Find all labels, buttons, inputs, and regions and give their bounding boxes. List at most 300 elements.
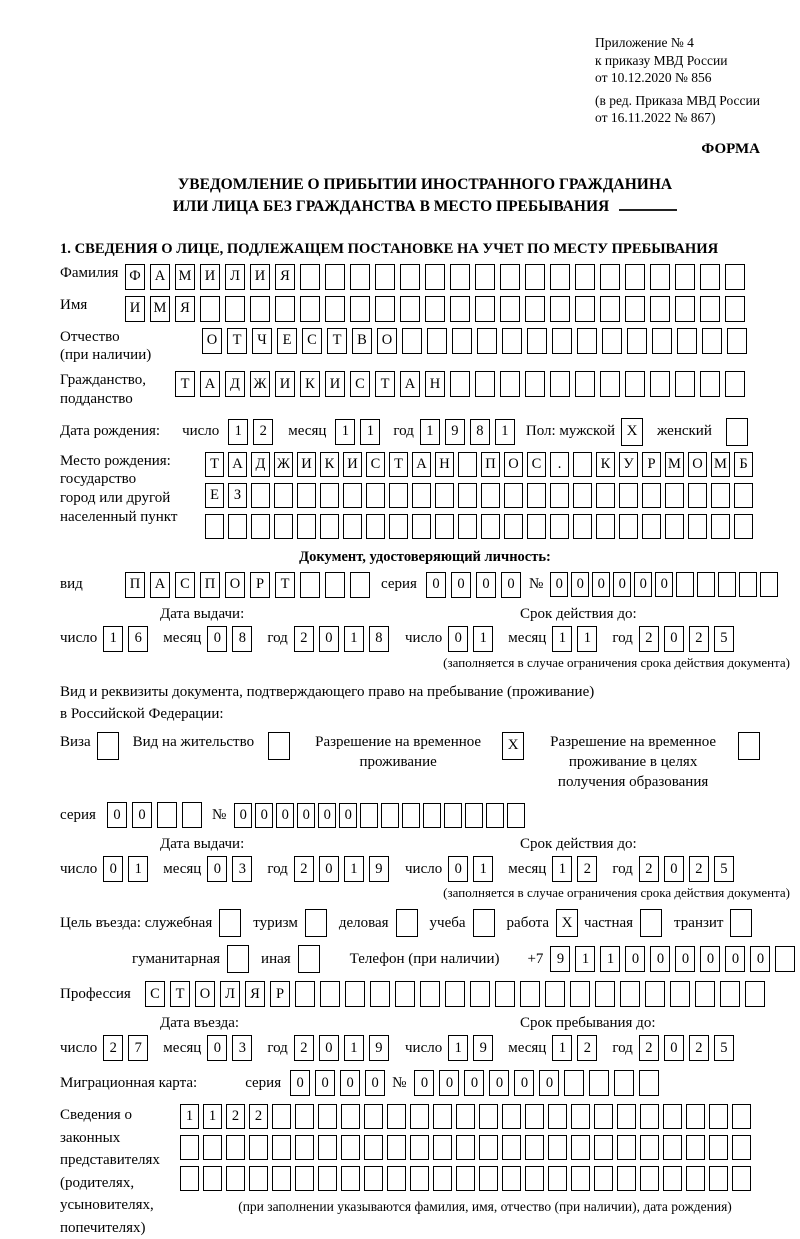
sex-male-checkbox[interactable]: X bbox=[621, 418, 643, 446]
cell[interactable] bbox=[251, 483, 270, 508]
cell[interactable] bbox=[550, 483, 569, 508]
cell[interactable]: 0 bbox=[675, 946, 695, 972]
cell[interactable] bbox=[739, 572, 757, 597]
cell[interactable]: 0 bbox=[664, 626, 684, 652]
cell[interactable] bbox=[341, 1104, 360, 1129]
cell[interactable]: 5 bbox=[714, 1035, 734, 1061]
citizenship-cells[interactable] bbox=[175, 371, 750, 397]
cell[interactable] bbox=[366, 483, 385, 508]
cell[interactable]: 2 bbox=[294, 856, 314, 882]
cell[interactable] bbox=[625, 371, 645, 397]
cell[interactable]: Я bbox=[275, 264, 295, 290]
cell[interactable] bbox=[500, 371, 520, 397]
cell[interactable] bbox=[507, 803, 525, 828]
cell[interactable]: 0 bbox=[514, 1070, 534, 1096]
cell[interactable] bbox=[425, 296, 445, 322]
purpose-transit-checkbox[interactable] bbox=[730, 909, 752, 937]
cell[interactable]: 0 bbox=[464, 1070, 484, 1096]
cell[interactable]: 1 bbox=[203, 1104, 222, 1129]
cell[interactable]: 0 bbox=[634, 572, 652, 597]
cell[interactable]: 0 bbox=[700, 946, 720, 972]
cell[interactable]: З bbox=[228, 483, 247, 508]
cell[interactable] bbox=[203, 1135, 222, 1160]
cell[interactable] bbox=[320, 514, 339, 539]
cell[interactable]: А bbox=[200, 371, 220, 397]
cell[interactable]: С bbox=[175, 572, 195, 598]
cell[interactable] bbox=[387, 1135, 406, 1160]
cell[interactable] bbox=[364, 1166, 383, 1191]
cell[interactable] bbox=[614, 1070, 634, 1096]
cell[interactable]: 2 bbox=[689, 1035, 709, 1061]
cell[interactable]: 1 bbox=[344, 1035, 364, 1061]
birth-place-cells-3[interactable] bbox=[205, 514, 757, 539]
cell[interactable] bbox=[686, 1135, 705, 1160]
cell[interactable] bbox=[625, 296, 645, 322]
cell[interactable] bbox=[400, 296, 420, 322]
stay-year-cells[interactable] bbox=[639, 1035, 739, 1061]
visa-checkbox[interactable] bbox=[97, 732, 119, 760]
cell[interactable]: Д bbox=[225, 371, 245, 397]
cell[interactable] bbox=[504, 514, 523, 539]
cell[interactable] bbox=[450, 371, 470, 397]
cell[interactable]: Л bbox=[220, 981, 240, 1007]
cell[interactable] bbox=[527, 514, 546, 539]
cell[interactable]: 0 bbox=[255, 803, 273, 828]
cell[interactable] bbox=[249, 1135, 268, 1160]
cell[interactable] bbox=[475, 296, 495, 322]
cell[interactable] bbox=[573, 514, 592, 539]
cell[interactable] bbox=[711, 483, 730, 508]
cell[interactable] bbox=[502, 1104, 521, 1129]
cell[interactable] bbox=[295, 1135, 314, 1160]
cell[interactable]: 1 bbox=[420, 419, 440, 445]
cell[interactable]: 1 bbox=[103, 626, 123, 652]
cell[interactable] bbox=[732, 1104, 751, 1129]
cell[interactable]: 2 bbox=[577, 856, 597, 882]
cell[interactable] bbox=[686, 1166, 705, 1191]
birth-month-cells[interactable] bbox=[335, 419, 385, 445]
cell[interactable] bbox=[670, 981, 690, 1007]
cell[interactable] bbox=[458, 514, 477, 539]
cell[interactable]: Р bbox=[250, 572, 270, 598]
cell[interactable] bbox=[475, 264, 495, 290]
cell[interactable]: П bbox=[125, 572, 145, 598]
cell[interactable] bbox=[600, 264, 620, 290]
cell[interactable] bbox=[595, 981, 615, 1007]
cell[interactable] bbox=[596, 483, 615, 508]
cell[interactable] bbox=[732, 1135, 751, 1160]
cell[interactable]: О bbox=[225, 572, 245, 598]
cell[interactable] bbox=[676, 572, 694, 597]
cell[interactable] bbox=[345, 981, 365, 1007]
cell[interactable] bbox=[527, 483, 546, 508]
cell[interactable] bbox=[180, 1135, 199, 1160]
residence-issue-year-cells[interactable] bbox=[294, 856, 394, 882]
phone-cells[interactable] bbox=[550, 946, 800, 972]
cell[interactable]: М bbox=[175, 264, 195, 290]
cell[interactable] bbox=[695, 981, 715, 1007]
cell[interactable]: 0 bbox=[207, 626, 227, 652]
cell[interactable]: 0 bbox=[571, 572, 589, 597]
cell[interactable] bbox=[375, 296, 395, 322]
cell[interactable]: 0 bbox=[476, 572, 496, 598]
entry-month-cells[interactable] bbox=[207, 1035, 257, 1061]
cell[interactable] bbox=[425, 264, 445, 290]
cell[interactable] bbox=[228, 514, 247, 539]
cell[interactable]: 0 bbox=[319, 1035, 339, 1061]
cell[interactable] bbox=[402, 328, 422, 354]
cell[interactable] bbox=[341, 1135, 360, 1160]
doc-kind-cells[interactable] bbox=[125, 572, 375, 598]
cell[interactable]: 1 bbox=[180, 1104, 199, 1129]
profession-cells[interactable] bbox=[145, 981, 770, 1007]
birth-place-cells-1[interactable] bbox=[205, 452, 757, 477]
cell[interactable]: 0 bbox=[319, 626, 339, 652]
cell[interactable] bbox=[318, 1166, 337, 1191]
cell[interactable]: 2 bbox=[639, 856, 659, 882]
cell[interactable] bbox=[402, 803, 420, 828]
cell[interactable] bbox=[350, 264, 370, 290]
cell[interactable] bbox=[642, 483, 661, 508]
cell[interactable] bbox=[479, 1166, 498, 1191]
cell[interactable] bbox=[272, 1166, 291, 1191]
cell[interactable]: И bbox=[325, 371, 345, 397]
cell[interactable]: Д bbox=[251, 452, 270, 477]
cell[interactable]: А bbox=[228, 452, 247, 477]
cell[interactable] bbox=[504, 483, 523, 508]
cell[interactable]: 1 bbox=[228, 419, 248, 445]
cell[interactable]: Б bbox=[734, 452, 753, 477]
cell[interactable] bbox=[477, 328, 497, 354]
cell[interactable] bbox=[640, 1166, 659, 1191]
cell[interactable] bbox=[527, 328, 547, 354]
cell[interactable] bbox=[364, 1104, 383, 1129]
cell[interactable] bbox=[205, 514, 224, 539]
cell[interactable] bbox=[502, 328, 522, 354]
cell[interactable]: 2 bbox=[689, 626, 709, 652]
purpose-business-checkbox[interactable] bbox=[396, 909, 418, 937]
cell[interactable] bbox=[617, 1166, 636, 1191]
cell[interactable] bbox=[525, 1166, 544, 1191]
entry-year-cells[interactable] bbox=[294, 1035, 394, 1061]
cell[interactable] bbox=[711, 514, 730, 539]
cell[interactable] bbox=[571, 1135, 590, 1160]
cell[interactable] bbox=[545, 981, 565, 1007]
cell[interactable]: 9 bbox=[369, 1035, 389, 1061]
cell[interactable]: 0 bbox=[315, 1070, 335, 1096]
cell[interactable]: 0 bbox=[725, 946, 745, 972]
cell[interactable]: И bbox=[125, 296, 145, 322]
cell[interactable]: Н bbox=[435, 452, 454, 477]
cell[interactable] bbox=[663, 1104, 682, 1129]
cell[interactable] bbox=[700, 264, 720, 290]
cell[interactable] bbox=[479, 1104, 498, 1129]
cell[interactable]: 0 bbox=[592, 572, 610, 597]
cell[interactable]: 0 bbox=[448, 856, 468, 882]
cell[interactable] bbox=[375, 264, 395, 290]
cell[interactable]: 2 bbox=[294, 1035, 314, 1061]
cell[interactable]: С bbox=[350, 371, 370, 397]
cell[interactable]: 5 bbox=[714, 856, 734, 882]
cell[interactable] bbox=[226, 1135, 245, 1160]
residence-number-cells[interactable] bbox=[234, 803, 528, 828]
cell[interactable]: А bbox=[412, 452, 431, 477]
cell[interactable]: 1 bbox=[552, 856, 572, 882]
cell[interactable] bbox=[573, 452, 592, 477]
cell[interactable] bbox=[500, 296, 520, 322]
cell[interactable]: Ф bbox=[125, 264, 145, 290]
cell[interactable]: 1 bbox=[448, 1035, 468, 1061]
cell[interactable]: Т bbox=[375, 371, 395, 397]
cell[interactable] bbox=[412, 514, 431, 539]
cell[interactable] bbox=[272, 1104, 291, 1129]
cell[interactable] bbox=[734, 514, 753, 539]
cell[interactable]: Е bbox=[277, 328, 297, 354]
cell[interactable] bbox=[203, 1166, 222, 1191]
cell[interactable] bbox=[500, 264, 520, 290]
cell[interactable] bbox=[410, 1166, 429, 1191]
cell[interactable] bbox=[427, 328, 447, 354]
cell[interactable]: 6 bbox=[128, 626, 148, 652]
cell[interactable]: 0 bbox=[276, 803, 294, 828]
cell[interactable]: 0 bbox=[664, 856, 684, 882]
cell[interactable] bbox=[700, 371, 720, 397]
cell[interactable] bbox=[709, 1104, 728, 1129]
cell[interactable] bbox=[619, 483, 638, 508]
cell[interactable] bbox=[525, 1135, 544, 1160]
doc-valid-day-cells[interactable] bbox=[448, 626, 498, 652]
cell[interactable]: О bbox=[504, 452, 523, 477]
cell[interactable] bbox=[300, 264, 320, 290]
cell[interactable] bbox=[456, 1166, 475, 1191]
doc-valid-month-cells[interactable] bbox=[552, 626, 602, 652]
cell[interactable]: Ч bbox=[252, 328, 272, 354]
cell[interactable]: 0 bbox=[414, 1070, 434, 1096]
residence-valid-day-cells[interactable] bbox=[448, 856, 498, 882]
cell[interactable]: 0 bbox=[297, 803, 315, 828]
cell[interactable] bbox=[525, 296, 545, 322]
stay-month-cells[interactable] bbox=[552, 1035, 602, 1061]
cell[interactable] bbox=[470, 981, 490, 1007]
cell[interactable] bbox=[297, 514, 316, 539]
cell[interactable]: 0 bbox=[664, 1035, 684, 1061]
purpose-other-checkbox[interactable] bbox=[298, 945, 320, 973]
cell[interactable] bbox=[639, 1070, 659, 1096]
cell[interactable] bbox=[550, 371, 570, 397]
cell[interactable] bbox=[275, 296, 295, 322]
doc-series-cells[interactable] bbox=[426, 572, 526, 598]
cell[interactable]: 0 bbox=[750, 946, 770, 972]
cell[interactable]: 2 bbox=[294, 626, 314, 652]
cell[interactable]: 0 bbox=[132, 802, 152, 828]
cell[interactable] bbox=[640, 1135, 659, 1160]
cell[interactable]: И bbox=[275, 371, 295, 397]
cell[interactable] bbox=[675, 264, 695, 290]
given-name-cells[interactable] bbox=[125, 296, 750, 322]
birth-place-cells-2[interactable] bbox=[205, 483, 757, 508]
cell[interactable]: П bbox=[200, 572, 220, 598]
cell[interactable]: 1 bbox=[577, 626, 597, 652]
cell[interactable] bbox=[481, 483, 500, 508]
cell[interactable] bbox=[575, 296, 595, 322]
cell[interactable]: Р bbox=[270, 981, 290, 1007]
cell[interactable] bbox=[452, 328, 472, 354]
doc-issue-day-cells[interactable] bbox=[103, 626, 153, 652]
cell[interactable] bbox=[775, 946, 795, 972]
cell[interactable] bbox=[725, 371, 745, 397]
cell[interactable] bbox=[718, 572, 736, 597]
cell[interactable] bbox=[318, 1104, 337, 1129]
cell[interactable] bbox=[688, 514, 707, 539]
cell[interactable] bbox=[548, 1135, 567, 1160]
cell[interactable] bbox=[617, 1104, 636, 1129]
cell[interactable]: Ж bbox=[250, 371, 270, 397]
cell[interactable]: У bbox=[619, 452, 638, 477]
cell[interactable] bbox=[157, 802, 177, 828]
cell[interactable] bbox=[596, 514, 615, 539]
cell[interactable]: 2 bbox=[639, 626, 659, 652]
cell[interactable]: Т bbox=[205, 452, 224, 477]
cell[interactable] bbox=[525, 371, 545, 397]
cell[interactable]: О bbox=[688, 452, 707, 477]
cell[interactable] bbox=[665, 483, 684, 508]
cell[interactable]: 0 bbox=[625, 946, 645, 972]
cell[interactable] bbox=[325, 296, 345, 322]
migration-number-cells[interactable] bbox=[414, 1070, 664, 1096]
cell[interactable] bbox=[550, 296, 570, 322]
cell[interactable] bbox=[226, 1166, 245, 1191]
cell[interactable]: 1 bbox=[575, 946, 595, 972]
cell[interactable] bbox=[571, 1166, 590, 1191]
cell[interactable] bbox=[272, 1135, 291, 1160]
cell[interactable]: 3 bbox=[232, 1035, 252, 1061]
cell[interactable] bbox=[249, 1166, 268, 1191]
cell[interactable]: 5 bbox=[714, 626, 734, 652]
cell[interactable] bbox=[200, 296, 220, 322]
cell[interactable] bbox=[387, 1166, 406, 1191]
cell[interactable]: И bbox=[343, 452, 362, 477]
cell[interactable] bbox=[665, 514, 684, 539]
cell[interactable] bbox=[709, 1135, 728, 1160]
cell[interactable] bbox=[458, 452, 477, 477]
cell[interactable] bbox=[594, 1104, 613, 1129]
cell[interactable] bbox=[486, 803, 504, 828]
residence-series-cells[interactable] bbox=[107, 802, 207, 828]
cell[interactable] bbox=[760, 572, 778, 597]
cell[interactable]: 0 bbox=[448, 626, 468, 652]
cell[interactable]: 1 bbox=[344, 856, 364, 882]
cell[interactable]: 8 bbox=[369, 626, 389, 652]
cell[interactable] bbox=[475, 371, 495, 397]
cell[interactable] bbox=[675, 296, 695, 322]
cell[interactable]: 9 bbox=[445, 419, 465, 445]
doc-number-cells[interactable] bbox=[550, 572, 781, 597]
cell[interactable]: 1 bbox=[600, 946, 620, 972]
cell[interactable] bbox=[458, 483, 477, 508]
cell[interactable]: 0 bbox=[365, 1070, 385, 1096]
residence-valid-month-cells[interactable] bbox=[552, 856, 602, 882]
cell[interactable]: 2 bbox=[103, 1035, 123, 1061]
cell[interactable]: А bbox=[150, 572, 170, 598]
cell[interactable] bbox=[686, 1104, 705, 1129]
purpose-work-checkbox[interactable]: X bbox=[556, 909, 578, 937]
cell[interactable] bbox=[570, 981, 590, 1007]
birth-year-cells[interactable] bbox=[420, 419, 520, 445]
cell[interactable] bbox=[456, 1104, 475, 1129]
cell[interactable] bbox=[225, 296, 245, 322]
cell[interactable] bbox=[702, 328, 722, 354]
cell[interactable] bbox=[575, 264, 595, 290]
cell[interactable] bbox=[663, 1166, 682, 1191]
cell[interactable] bbox=[435, 483, 454, 508]
cell[interactable]: 1 bbox=[473, 856, 493, 882]
cell[interactable]: Т bbox=[227, 328, 247, 354]
cell[interactable]: 2 bbox=[689, 856, 709, 882]
sex-female-checkbox[interactable] bbox=[726, 418, 748, 446]
purpose-official-checkbox[interactable] bbox=[219, 909, 241, 937]
cell[interactable] bbox=[297, 483, 316, 508]
cell[interactable] bbox=[734, 483, 753, 508]
cell[interactable]: С bbox=[527, 452, 546, 477]
cell[interactable] bbox=[573, 483, 592, 508]
cell[interactable] bbox=[251, 514, 270, 539]
cell[interactable]: 0 bbox=[650, 946, 670, 972]
cell[interactable]: Е bbox=[205, 483, 224, 508]
purpose-private-checkbox[interactable] bbox=[640, 909, 662, 937]
cell[interactable] bbox=[456, 1135, 475, 1160]
cell[interactable]: И bbox=[200, 264, 220, 290]
cell[interactable]: М bbox=[665, 452, 684, 477]
cell[interactable]: С bbox=[302, 328, 322, 354]
cell[interactable] bbox=[577, 328, 597, 354]
cell[interactable]: 0 bbox=[501, 572, 521, 598]
cell[interactable]: 1 bbox=[495, 419, 515, 445]
cell[interactable] bbox=[350, 572, 370, 598]
cell[interactable]: 0 bbox=[613, 572, 631, 597]
cell[interactable] bbox=[343, 483, 362, 508]
cell[interactable] bbox=[395, 981, 415, 1007]
cell[interactable]: 0 bbox=[207, 1035, 227, 1061]
cell[interactable] bbox=[650, 264, 670, 290]
cell[interactable] bbox=[548, 1166, 567, 1191]
cell[interactable] bbox=[295, 981, 315, 1007]
cell[interactable]: М bbox=[711, 452, 730, 477]
cell[interactable]: 8 bbox=[232, 626, 252, 652]
cell[interactable] bbox=[433, 1166, 452, 1191]
cell[interactable] bbox=[602, 328, 622, 354]
cell[interactable] bbox=[360, 803, 378, 828]
cell[interactable] bbox=[552, 328, 572, 354]
cell[interactable] bbox=[465, 803, 483, 828]
cell[interactable]: 0 bbox=[207, 856, 227, 882]
cell[interactable]: О bbox=[377, 328, 397, 354]
cell[interactable]: Т bbox=[389, 452, 408, 477]
cell[interactable] bbox=[423, 803, 441, 828]
cell[interactable] bbox=[318, 1135, 337, 1160]
purpose-humanitarian-checkbox[interactable] bbox=[227, 945, 249, 973]
cell[interactable]: 0 bbox=[339, 803, 357, 828]
cell[interactable]: Ж bbox=[274, 452, 293, 477]
doc-issue-year-cells[interactable] bbox=[294, 626, 394, 652]
cell[interactable] bbox=[709, 1166, 728, 1191]
birth-day-cells[interactable] bbox=[228, 419, 278, 445]
cell[interactable]: О bbox=[195, 981, 215, 1007]
cell[interactable] bbox=[370, 981, 390, 1007]
cell[interactable]: О bbox=[202, 328, 222, 354]
cell[interactable] bbox=[445, 981, 465, 1007]
cell[interactable]: 1 bbox=[552, 1035, 572, 1061]
cell[interactable] bbox=[732, 1166, 751, 1191]
